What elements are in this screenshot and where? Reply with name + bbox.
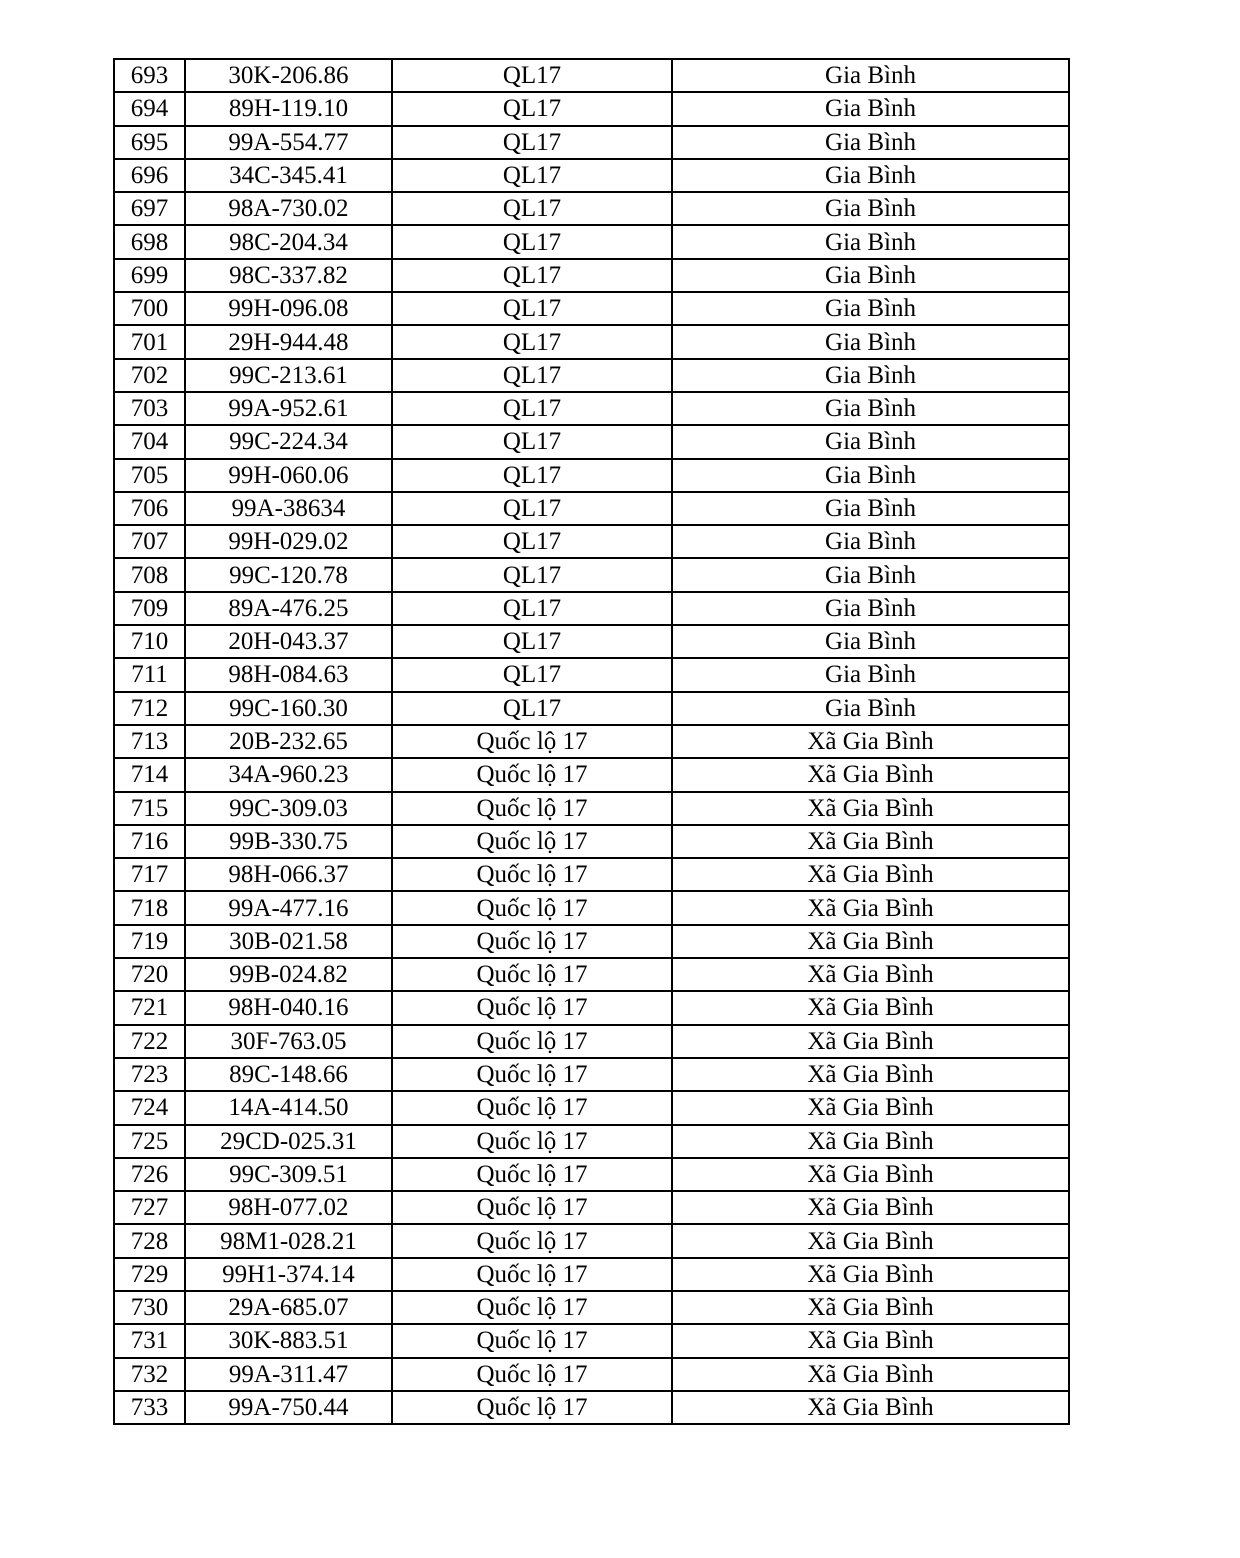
plate-number-cell: 34C-345.41: [185, 159, 392, 192]
road-cell: QL17: [392, 126, 672, 159]
plate-number-cell: 30B-021.58: [185, 925, 392, 958]
location-cell: Gia Bình: [672, 59, 1069, 92]
row-number-cell: 717: [114, 858, 185, 891]
row-number-cell: 731: [114, 1324, 185, 1357]
road-cell: QL17: [392, 359, 672, 392]
plate-number-cell: 98H-077.02: [185, 1191, 392, 1224]
plate-number-cell: 30K-883.51: [185, 1324, 392, 1357]
row-number-cell: 712: [114, 692, 185, 725]
road-cell: QL17: [392, 692, 672, 725]
road-cell: Quốc lộ 17: [392, 1058, 672, 1091]
plate-number-cell: 99C-224.34: [185, 425, 392, 458]
road-cell: Quốc lộ 17: [392, 1091, 672, 1124]
plate-number-cell: 30F-763.05: [185, 1025, 392, 1058]
row-number-cell: 708: [114, 558, 185, 591]
row-number-cell: 725: [114, 1125, 185, 1158]
row-number-cell: 697: [114, 192, 185, 225]
location-cell: Gia Bình: [672, 392, 1069, 425]
row-number-cell: 707: [114, 525, 185, 558]
plate-number-cell: 98H-066.37: [185, 858, 392, 891]
road-cell: Quốc lộ 17: [392, 1324, 672, 1357]
row-number-cell: 724: [114, 1091, 185, 1124]
table-row: [114, 692, 1069, 725]
row-number-cell: 704: [114, 425, 185, 458]
plate-number-cell: 89H-119.10: [185, 92, 392, 125]
location-cell: Xã Gia Bình: [672, 1358, 1069, 1391]
road-cell: QL17: [392, 59, 672, 92]
row-number-cell: 693: [114, 59, 185, 92]
row-number-cell: 719: [114, 925, 185, 958]
row-number-cell: 715: [114, 792, 185, 825]
row-number-cell: 700: [114, 292, 185, 325]
plate-number-cell: 99C-120.78: [185, 558, 392, 591]
road-cell: Quốc lộ 17: [392, 1391, 672, 1424]
plate-number-cell: 20H-043.37: [185, 625, 392, 658]
plate-number-cell: 99H-096.08: [185, 292, 392, 325]
table-row: [114, 592, 1069, 625]
table-row: [114, 225, 1069, 258]
road-cell: Quốc lộ 17: [392, 1258, 672, 1291]
location-cell: Xã Gia Bình: [672, 1224, 1069, 1257]
violations-table: [113, 58, 1070, 1425]
road-cell: QL17: [392, 558, 672, 591]
location-cell: Xã Gia Bình: [672, 958, 1069, 991]
row-number-cell: 695: [114, 126, 185, 159]
row-number-cell: 698: [114, 225, 185, 258]
row-number-cell: 706: [114, 492, 185, 525]
plate-number-cell: 20B-232.65: [185, 725, 392, 758]
location-cell: Xã Gia Bình: [672, 825, 1069, 858]
location-cell: Gia Bình: [672, 192, 1069, 225]
table-row: [114, 1258, 1069, 1291]
table-row: [114, 59, 1069, 92]
table-row: [114, 792, 1069, 825]
location-cell: Xã Gia Bình: [672, 1258, 1069, 1291]
row-number-cell: 720: [114, 958, 185, 991]
road-cell: Quốc lộ 17: [392, 1125, 672, 1158]
road-cell: QL17: [392, 392, 672, 425]
road-cell: QL17: [392, 625, 672, 658]
table-row: [114, 891, 1069, 924]
row-number-cell: 732: [114, 1358, 185, 1391]
road-cell: Quốc lộ 17: [392, 792, 672, 825]
row-number-cell: 705: [114, 459, 185, 492]
road-cell: QL17: [392, 259, 672, 292]
road-cell: Quốc lộ 17: [392, 1191, 672, 1224]
location-cell: Gia Bình: [672, 359, 1069, 392]
location-cell: Xã Gia Bình: [672, 1158, 1069, 1191]
road-cell: Quốc lộ 17: [392, 858, 672, 891]
table-row: [114, 925, 1069, 958]
plate-number-cell: 98H-040.16: [185, 991, 392, 1024]
row-number-cell: 723: [114, 1058, 185, 1091]
road-cell: Quốc lộ 17: [392, 1025, 672, 1058]
road-cell: QL17: [392, 492, 672, 525]
location-cell: Gia Bình: [672, 92, 1069, 125]
table-row: [114, 725, 1069, 758]
location-cell: Xã Gia Bình: [672, 725, 1069, 758]
table-row: [114, 159, 1069, 192]
location-cell: Xã Gia Bình: [672, 1291, 1069, 1324]
location-cell: Xã Gia Bình: [672, 792, 1069, 825]
row-number-cell: 710: [114, 625, 185, 658]
table-row: [114, 1125, 1069, 1158]
road-cell: QL17: [392, 525, 672, 558]
table-row: [114, 1025, 1069, 1058]
location-cell: Gia Bình: [672, 459, 1069, 492]
road-cell: QL17: [392, 192, 672, 225]
table-row: [114, 359, 1069, 392]
row-number-cell: 733: [114, 1391, 185, 1424]
location-cell: Xã Gia Bình: [672, 858, 1069, 891]
row-number-cell: 729: [114, 1258, 185, 1291]
plate-number-cell: 29CD-025.31: [185, 1125, 392, 1158]
location-cell: Gia Bình: [672, 658, 1069, 691]
road-cell: QL17: [392, 325, 672, 358]
plate-number-cell: 99A-311.47: [185, 1358, 392, 1391]
location-cell: Xã Gia Bình: [672, 925, 1069, 958]
location-cell: Gia Bình: [672, 325, 1069, 358]
location-cell: Xã Gia Bình: [672, 1058, 1069, 1091]
road-cell: QL17: [392, 92, 672, 125]
road-cell: Quốc lộ 17: [392, 958, 672, 991]
road-cell: Quốc lộ 17: [392, 1158, 672, 1191]
row-number-cell: 721: [114, 991, 185, 1024]
table-row: [114, 92, 1069, 125]
row-number-cell: 701: [114, 325, 185, 358]
road-cell: Quốc lộ 17: [392, 891, 672, 924]
road-cell: QL17: [392, 459, 672, 492]
plate-number-cell: 29A-685.07: [185, 1291, 392, 1324]
plate-number-cell: 98C-204.34: [185, 225, 392, 258]
location-cell: Gia Bình: [672, 159, 1069, 192]
location-cell: Xã Gia Bình: [672, 758, 1069, 791]
table-row: [114, 1291, 1069, 1324]
table-row: [114, 259, 1069, 292]
row-number-cell: 718: [114, 891, 185, 924]
table-row: [114, 1058, 1069, 1091]
row-number-cell: 713: [114, 725, 185, 758]
table-row: [114, 1324, 1069, 1357]
plate-number-cell: 99C-213.61: [185, 359, 392, 392]
location-cell: Gia Bình: [672, 425, 1069, 458]
location-cell: Gia Bình: [672, 525, 1069, 558]
location-cell: Xã Gia Bình: [672, 991, 1069, 1024]
plate-number-cell: 99A-477.16: [185, 891, 392, 924]
road-cell: Quốc lộ 17: [392, 1358, 672, 1391]
location-cell: Gia Bình: [672, 292, 1069, 325]
road-cell: QL17: [392, 592, 672, 625]
plate-number-cell: 14A-414.50: [185, 1091, 392, 1124]
row-number-cell: 714: [114, 758, 185, 791]
table-row: [114, 492, 1069, 525]
row-number-cell: 730: [114, 1291, 185, 1324]
road-cell: QL17: [392, 159, 672, 192]
plate-number-cell: 99A-750.44: [185, 1391, 392, 1424]
location-cell: Gia Bình: [672, 692, 1069, 725]
location-cell: Gia Bình: [672, 126, 1069, 159]
plate-number-cell: 99B-024.82: [185, 958, 392, 991]
plate-number-cell: 99C-309.03: [185, 792, 392, 825]
plate-number-cell: 89A-476.25: [185, 592, 392, 625]
plate-number-cell: 98C-337.82: [185, 259, 392, 292]
plate-number-cell: 99A-38634: [185, 492, 392, 525]
road-cell: Quốc lộ 17: [392, 1291, 672, 1324]
plate-number-cell: 99A-554.77: [185, 126, 392, 159]
location-cell: Xã Gia Bình: [672, 1025, 1069, 1058]
row-number-cell: 716: [114, 825, 185, 858]
table-row: [114, 425, 1069, 458]
table-row: [114, 126, 1069, 159]
table-row: [114, 558, 1069, 591]
table-row: [114, 392, 1069, 425]
road-cell: QL17: [392, 658, 672, 691]
plate-number-cell: 99C-160.30: [185, 692, 392, 725]
plate-number-cell: 34A-960.23: [185, 758, 392, 791]
location-cell: Xã Gia Bình: [672, 1091, 1069, 1124]
plate-number-cell: 99B-330.75: [185, 825, 392, 858]
row-number-cell: 727: [114, 1191, 185, 1224]
table-row: [114, 192, 1069, 225]
table-row: [114, 1091, 1069, 1124]
plate-number-cell: 29H-944.48: [185, 325, 392, 358]
plate-number-cell: 99H-029.02: [185, 525, 392, 558]
plate-number-cell: 98M1-028.21: [185, 1224, 392, 1257]
table-row: [114, 758, 1069, 791]
road-cell: Quốc lộ 17: [392, 725, 672, 758]
row-number-cell: 694: [114, 92, 185, 125]
road-cell: Quốc lộ 17: [392, 1224, 672, 1257]
table-row: [114, 525, 1069, 558]
road-cell: Quốc lộ 17: [392, 925, 672, 958]
table-row: [114, 825, 1069, 858]
table-row: [114, 1391, 1069, 1424]
road-cell: Quốc lộ 17: [392, 991, 672, 1024]
plate-number-cell: 98A-730.02: [185, 192, 392, 225]
road-cell: QL17: [392, 292, 672, 325]
road-cell: QL17: [392, 225, 672, 258]
table-row: [114, 858, 1069, 891]
table-row: [114, 658, 1069, 691]
table-row: [114, 1158, 1069, 1191]
location-cell: Xã Gia Bình: [672, 891, 1069, 924]
location-cell: Gia Bình: [672, 625, 1069, 658]
location-cell: Xã Gia Bình: [672, 1125, 1069, 1158]
plate-number-cell: 99A-952.61: [185, 392, 392, 425]
plate-number-cell: 89C-148.66: [185, 1058, 392, 1091]
location-cell: Gia Bình: [672, 225, 1069, 258]
road-cell: Quốc lộ 17: [392, 825, 672, 858]
table-row: [114, 459, 1069, 492]
table-row: [114, 1358, 1069, 1391]
row-number-cell: 696: [114, 159, 185, 192]
row-number-cell: 709: [114, 592, 185, 625]
row-number-cell: 702: [114, 359, 185, 392]
table-body: [114, 59, 1069, 1424]
row-number-cell: 699: [114, 259, 185, 292]
table-row: [114, 1224, 1069, 1257]
plate-number-cell: 99H1-374.14: [185, 1258, 392, 1291]
location-cell: Xã Gia Bình: [672, 1191, 1069, 1224]
row-number-cell: 726: [114, 1158, 185, 1191]
plate-number-cell: 30K-206.86: [185, 59, 392, 92]
table-row: [114, 958, 1069, 991]
location-cell: Gia Bình: [672, 259, 1069, 292]
row-number-cell: 722: [114, 1025, 185, 1058]
location-cell: Gia Bình: [672, 592, 1069, 625]
road-cell: Quốc lộ 17: [392, 758, 672, 791]
table-row: [114, 1191, 1069, 1224]
row-number-cell: 703: [114, 392, 185, 425]
table-row: [114, 625, 1069, 658]
row-number-cell: 711: [114, 658, 185, 691]
location-cell: Gia Bình: [672, 558, 1069, 591]
location-cell: Xã Gia Bình: [672, 1391, 1069, 1424]
road-cell: QL17: [392, 425, 672, 458]
plate-number-cell: 99H-060.06: [185, 459, 392, 492]
table-row: [114, 991, 1069, 1024]
table-row: [114, 325, 1069, 358]
row-number-cell: 728: [114, 1224, 185, 1257]
plate-number-cell: 99C-309.51: [185, 1158, 392, 1191]
location-cell: Gia Bình: [672, 492, 1069, 525]
plate-number-cell: 98H-084.63: [185, 658, 392, 691]
table-row: [114, 292, 1069, 325]
location-cell: Xã Gia Bình: [672, 1324, 1069, 1357]
